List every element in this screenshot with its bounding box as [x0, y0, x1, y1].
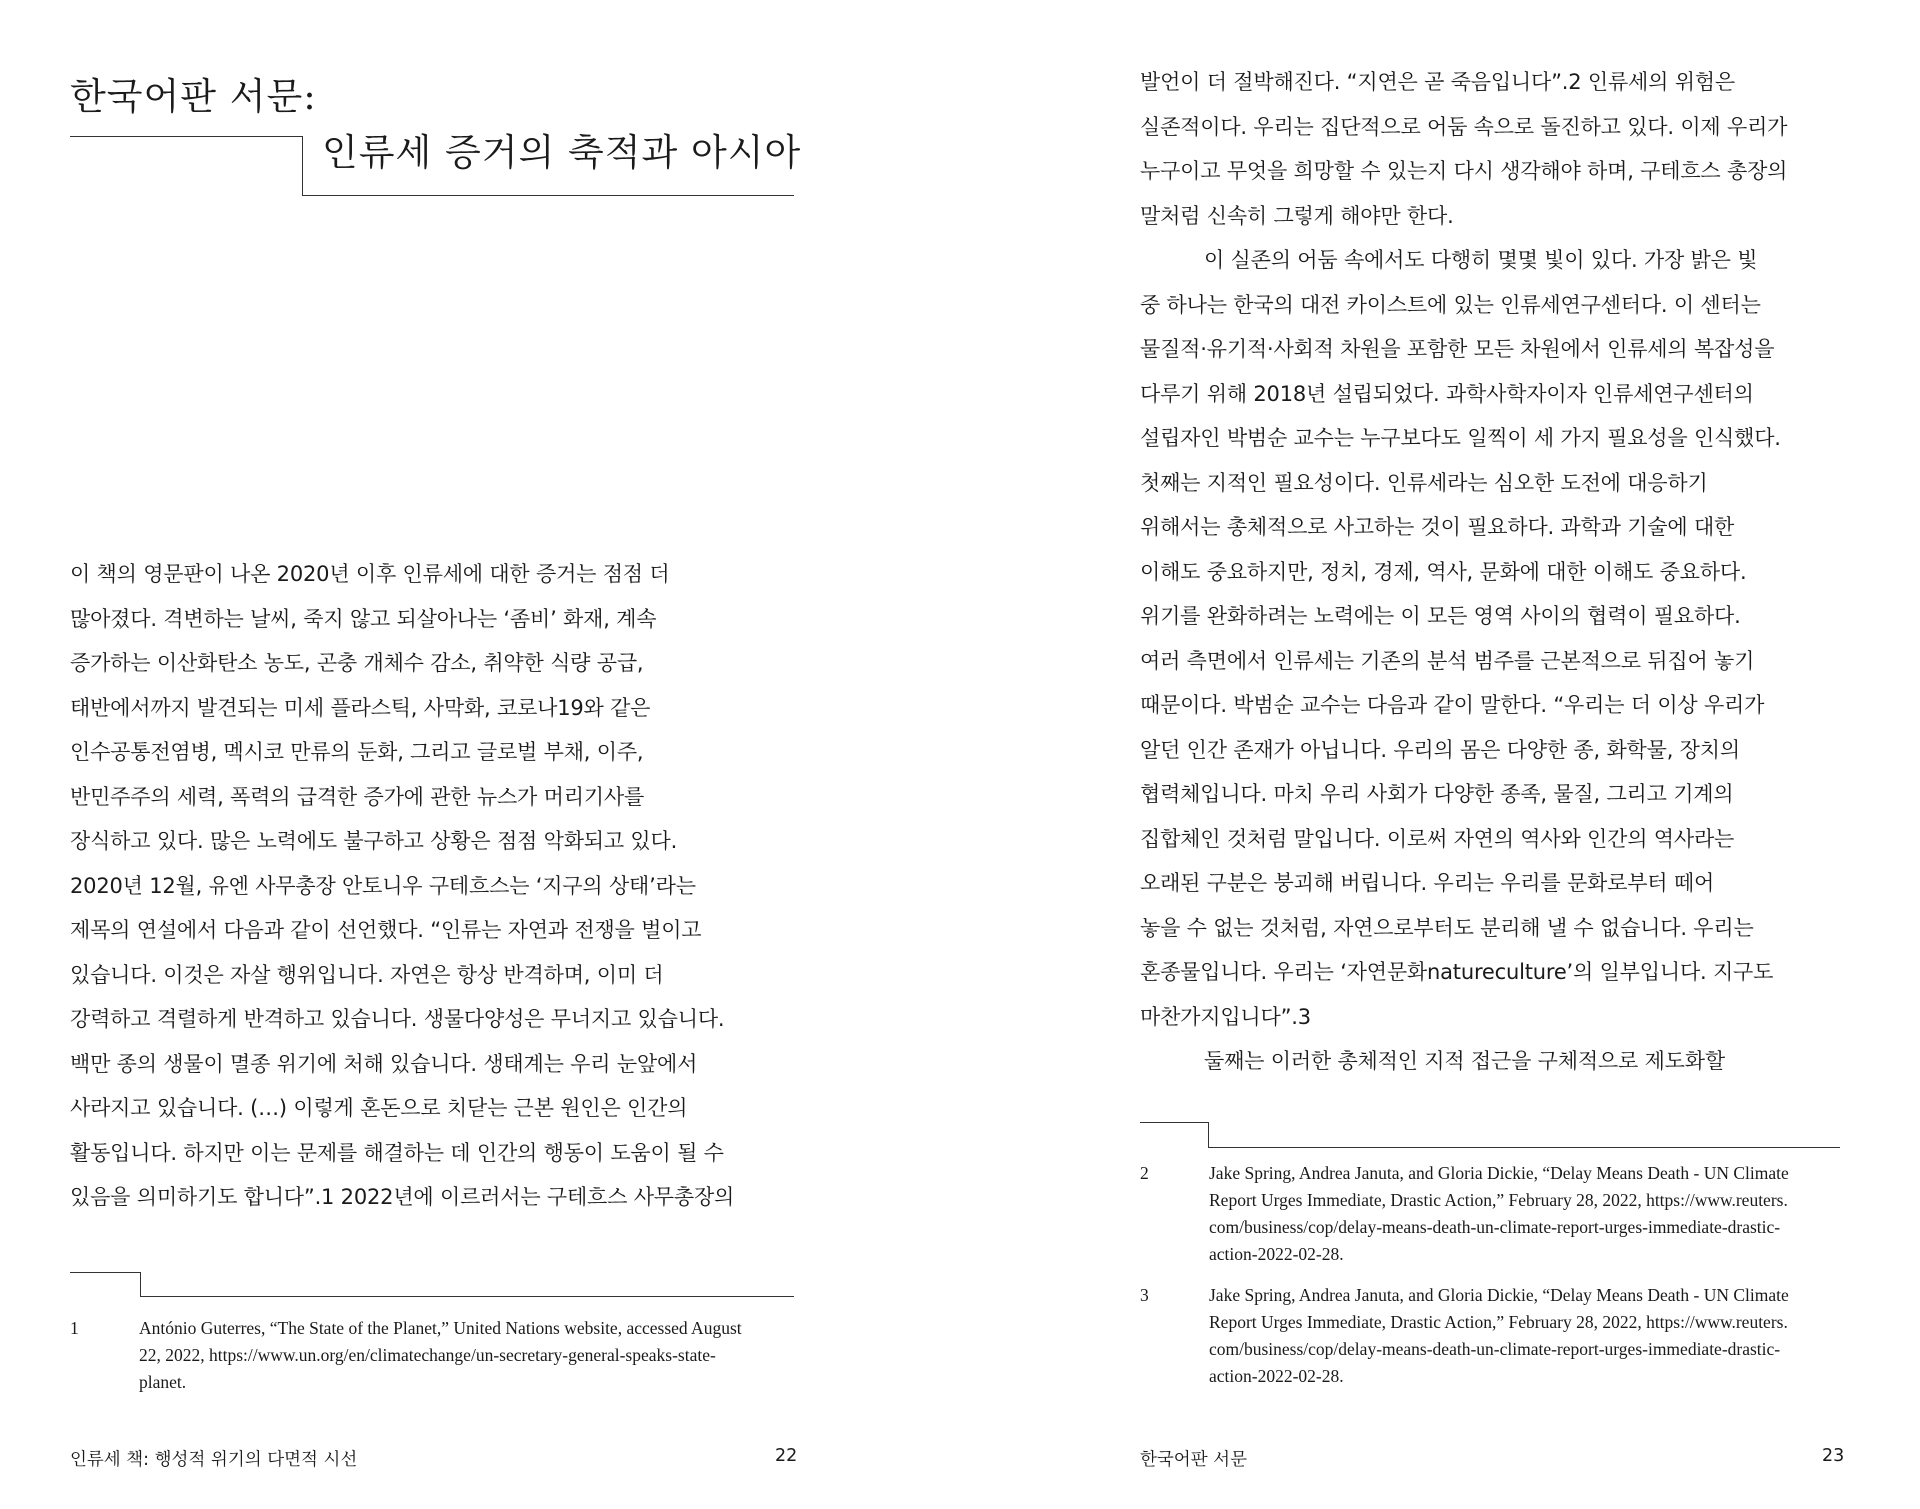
body-line: 사라지고 있습니다. (…) 이렇게 혼돈으로 치닫는 근본 원인은 인간의 [70, 1096, 688, 1120]
body-line: 중 하나는 한국의 대전 카이스트에 있는 인류세연구센터다. 이 센터는 [1140, 292, 1761, 317]
footnote-line: com/business/cop/delay-means-death-un-climate-report-urges-immediate-drastic- [1209, 1339, 1781, 1359]
footnote-line: Jake Spring, Andrea Januta, and Gloria Dickie, “Delay Means Death - UN Climate [1209, 1285, 1789, 1305]
body-line: 이 책의 영문판이 나온 2020년 이후 인류세에 대한 증거는 점점 더 [70, 562, 670, 586]
footnote-rule-vertical [140, 1272, 141, 1296]
title-rule-top [70, 136, 303, 137]
body-line: 물질적·유기적·사회적 차원을 포함한 모든 차원에서 인류세의 복잡성을 [1140, 337, 1775, 361]
body-line: 2020년 12월, 유엔 사무총장 안토니우 구테흐스는 ‘지구의 상태’라는 [70, 873, 696, 898]
body-line: 첫째는 지적인 필요성이다. 인류세라는 심오한 도전에 대응하기 [1140, 470, 1708, 495]
footnote-text [139, 1315, 779, 1396]
right-body-text [1140, 60, 1787, 1084]
chapter-title-line2: 인류세 증거의 축적과 아시아 [322, 131, 802, 174]
footnote-line: António Guterres, “The State of the Planet,” United Nations website, accessed August [139, 1318, 742, 1338]
body-line: 실존적이다. 우리는 집단적으로 어둠 속으로 돌진하고 있다. 이제 우리가 [1140, 114, 1788, 139]
body-line: 강력하고 격렬하게 반격하고 있습니다. 생물다양성은 무너지고 있습니다. [70, 1007, 725, 1031]
body-line: 때문이다. 박범순 교수는 다음과 같이 말한다. “우리는 더 이상 우리가 [1140, 693, 1765, 717]
footnote-line: 22, 2022, https://www.un.org/en/climatechange/un-secretary-general-speaks-state- [139, 1345, 716, 1365]
body-line: 있음을 의미하기도 합니다”.1 2022년에 이르러서는 구테흐스 사무총장의 [70, 1185, 735, 1209]
footnote-number: 1 [70, 1318, 79, 1338]
footnote-rule-bottom [1208, 1147, 1840, 1148]
footnote-line: action-2022-02-28. [1209, 1366, 1344, 1386]
footnote-line: Report Urges Immediate, Drastic Action,” February 28, 2022, https://www.reuters. [1209, 1312, 1788, 1332]
body-line: 설립자인 박범순 교수는 누구보다도 일찍이 세 가지 필요성을 인식했다. [1140, 426, 1781, 450]
body-line: 혼종물입니다. 우리는 ‘자연문화natureculture’의 일부입니다. 지구도 [1140, 960, 1774, 984]
body-line: 마찬가지입니다”.3 [1140, 1004, 1311, 1029]
title-rule-bottom [302, 195, 794, 196]
footnote-rule-top [70, 1272, 140, 1273]
body-line: 다루기 위해 2018년 설립되었다. 과학사학자이자 인류세연구센터의 [1140, 381, 1754, 406]
footnote-rule-top [1140, 1122, 1208, 1123]
body-line: 위기를 완화하려는 노력에는 이 모든 영역 사이의 협력이 필요하다. [1140, 604, 1741, 628]
body-line: 이 실존의 어둠 속에서도 다행히 몇몇 빛이 있다. 가장 밝은 빛 [1204, 248, 1758, 272]
body-line: 태반에서까지 발견되는 미세 플라스틱, 사막화, 코로나19와 같은 [70, 695, 651, 720]
running-footer-title: 인류세 책: 행성적 위기의 다면적 시선 [70, 1450, 358, 1470]
footnote-line: Jake Spring, Andrea Januta, and Gloria Dickie, “Delay Means Death - UN Climate [1209, 1163, 1789, 1183]
footnote-text [1209, 1160, 1849, 1268]
right-page [960, 0, 1920, 1509]
body-line: 위해서는 총체적으로 사고하는 것이 필요하다. 과학과 기술에 대한 [1140, 515, 1735, 539]
footnote-line: Report Urges Immediate, Drastic Action,” February 28, 2022, https://www.reuters. [1209, 1190, 1788, 1210]
footnote-number: 2 [1140, 1163, 1149, 1183]
footnote-rule-bottom [140, 1296, 794, 1297]
footnote-line: action-2022-02-28. [1209, 1244, 1344, 1264]
body-line: 놓을 수 없는 것처럼, 자연으로부터도 분리해 낼 수 없습니다. 우리는 [1140, 915, 1754, 940]
running-footer-title: 한국어판 서문 [1140, 1450, 1247, 1470]
footnote-rule-vertical [1208, 1122, 1209, 1147]
page-number: 23 [1822, 1446, 1845, 1466]
body-line: 이해도 중요하지만, 정치, 경제, 역사, 문화에 대한 이해도 중요하다. [1140, 559, 1747, 584]
body-line: 백만 종의 생물이 멸종 위기에 처해 있습니다. 생태계는 우리 눈앞에서 [70, 1051, 698, 1076]
body-line: 오래된 구분은 붕괴해 버립니다. 우리는 우리를 문화로부터 떼어 [1140, 871, 1715, 895]
body-line: 제목의 연설에서 다음과 같이 선언했다. “인류는 자연과 전쟁을 벌이고 [70, 918, 702, 942]
body-line: 있습니다. 이것은 자살 행위입니다. 자연은 항상 반격하며, 이미 더 [70, 962, 664, 987]
body-line: 인수공통전염병, 멕시코 만류의 둔화, 그리고 글로벌 부채, 이주, [70, 740, 644, 764]
body-line: 알던 인간 존재가 아닙니다. 우리의 몸은 다양한 종, 화학물, 장치의 [1140, 737, 1740, 762]
body-line: 둘째는 이러한 총체적인 지적 접근을 구체적으로 제도화할 [1204, 1049, 1725, 1073]
body-line: 증가하는 이산화탄소 농도, 곤충 개체수 감소, 취약한 식량 공급, [70, 651, 644, 675]
body-line: 집합체인 것처럼 말입니다. 이로써 자연의 역사와 인간의 역사라는 [1140, 826, 1735, 851]
body-line: 많아졌다. 격변하는 날씨, 죽지 않고 되살아나는 ‘좀비’ 화재, 계속 [70, 606, 657, 631]
left-body-text [70, 552, 734, 1220]
page-number: 22 [775, 1446, 798, 1466]
body-line: 누구이고 무엇을 희망할 수 있는지 다시 생각해야 하며, 구테흐스 총장의 [1140, 159, 1788, 183]
body-line: 여러 측면에서 인류세는 기존의 분석 범주를 근본적으로 뒤집어 놓기 [1140, 648, 1755, 673]
title-rule-vertical [302, 136, 303, 195]
chapter-title-line1: 한국어판 서문: [70, 75, 317, 118]
footnote-line: planet. [139, 1372, 187, 1392]
footnote-number: 3 [1140, 1285, 1149, 1305]
footnote-line: com/business/cop/delay-means-death-un-climate-report-urges-immediate-drastic- [1209, 1217, 1781, 1237]
body-line: 협력체입니다. 마치 우리 사회가 다양한 종족, 물질, 그리고 기계의 [1140, 782, 1734, 806]
footnote-text [1209, 1282, 1849, 1390]
body-line: 발언이 더 절박해진다. “지연은 곧 죽음입니다”.2 인류세의 위험은 [1140, 70, 1735, 94]
body-line: 활동입니다. 하지만 이는 문제를 해결하는 데 인간의 행동이 도움이 될 수 [70, 1140, 724, 1165]
body-line: 장식하고 있다. 많은 노력에도 불구하고 상황은 점점 악화되고 있다. [70, 829, 678, 853]
body-line: 말처럼 신속히 그렇게 해야만 한다. [1140, 203, 1454, 228]
body-line: 반민주주의 세력, 폭력의 급격한 증가에 관한 뉴스가 머리기사를 [70, 784, 645, 809]
